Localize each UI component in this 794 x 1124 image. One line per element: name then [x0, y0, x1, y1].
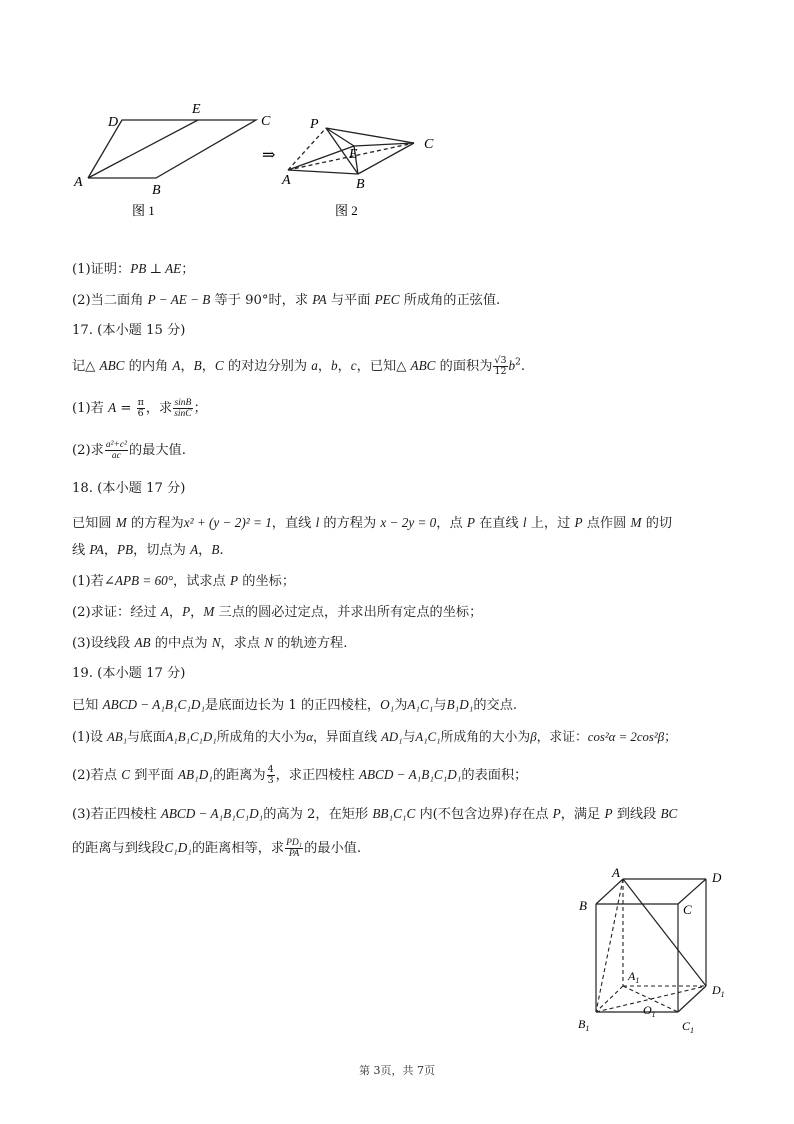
q18-part-1: [72, 571, 752, 592]
prism-label-O1-letter: O: [643, 1003, 652, 1017]
prism-label-D1: [711, 983, 725, 999]
q16-p2-math: P − AE − B: [147, 292, 211, 307]
prism-label-A1: [627, 969, 639, 985]
q17-part-1: [72, 398, 752, 419]
q18-circle-equation: x² + (y − 2)² = 1: [183, 515, 272, 530]
q18-text: 已知圆: [72, 516, 116, 531]
fraction-denominator: 12: [494, 366, 507, 377]
q19-math: C₁D₁: [164, 840, 192, 855]
fig2-label-A: A: [282, 173, 291, 188]
q19-math: α: [306, 730, 313, 744]
prism-hidden-edges: [596, 879, 706, 1012]
q19-math: A₁B₁C₁D₁: [165, 730, 217, 744]
q19-math: BB₁C₁C: [372, 806, 416, 821]
fraction-numerator: sinB: [174, 398, 192, 408]
q19-text: 的高为 2，在矩形: [263, 807, 373, 822]
q17-stem-math: a: [311, 358, 318, 373]
q18-text: 点作圆: [582, 516, 631, 531]
q19-p2-fraction: [267, 765, 275, 786]
q19-text: (3)若正四棱柱: [72, 807, 161, 822]
fraction-numerator: π: [137, 397, 144, 408]
fig1-caption: 图 1: [132, 203, 155, 218]
q19-math: ABCD − A₁B₁C₁D₁: [102, 697, 206, 712]
q19-math: P: [604, 806, 613, 821]
prism-label-A1-letter: A: [628, 969, 636, 983]
q19-text: 与: [433, 698, 447, 713]
prism-label-D: D: [712, 870, 722, 885]
q18-text: (1)若: [72, 574, 104, 589]
transform-arrow: ⇒: [262, 147, 276, 164]
prism-label-subscript: 1: [720, 990, 725, 999]
q18-text: ，: [103, 543, 117, 558]
q19-text: ，求正四棱柱: [275, 768, 359, 783]
q18-text: (2)求证：经过: [72, 605, 161, 620]
q19-heading: 19. (本小题 17 分): [72, 666, 186, 681]
q18-math: AB: [134, 635, 151, 650]
q18-text: 的轨迹方程.: [273, 636, 348, 651]
q19-math: AB₁: [107, 730, 128, 744]
prism-label-subscript: 1: [585, 1024, 590, 1033]
q19-text: ；: [664, 730, 677, 745]
q19-part-3-line-2: [72, 838, 752, 859]
prism-label-B1-letter: B: [578, 1017, 586, 1031]
q17-stem-math: c: [350, 358, 357, 373]
q19-text: 到平面: [130, 768, 178, 783]
q17-stem-math: ABC: [99, 358, 125, 373]
fraction-numerator: a²+c²: [105, 440, 127, 450]
q16-p2-math: PA: [312, 292, 327, 307]
q19-text: 的表面积；: [461, 768, 528, 783]
q19-math: β: [530, 730, 537, 744]
q17-p2-text: (2)求: [72, 443, 104, 458]
fig2-caption: 图 2: [335, 203, 358, 218]
q18-stem-line-1: [72, 513, 752, 534]
fraction-denominator: 6: [137, 408, 144, 419]
q16-p2-text: 等于 90°时，求: [210, 293, 313, 308]
q17-stem: [72, 356, 752, 377]
figure-1-2: [60, 96, 460, 226]
prism-label-B: B: [579, 898, 587, 913]
fraction-numerator: √3: [494, 355, 507, 366]
q18-math: P: [230, 573, 239, 588]
q18-text: 在直线: [474, 516, 523, 531]
q17-area-var: b: [508, 358, 516, 373]
q17-stem-text: ，: [317, 359, 331, 374]
q19-text: 与底面: [127, 730, 166, 745]
q17-stem-text: 的面积为: [435, 359, 493, 374]
prism-label-subscript: 1: [651, 1010, 656, 1019]
q18-text: 的方程为: [126, 516, 184, 531]
q17-p1-ratio: [173, 398, 192, 419]
q19-text: ，满足: [560, 807, 605, 822]
q18-part-2: [72, 602, 752, 623]
q19-text: 已知: [72, 698, 103, 713]
q17-p1-text: =: [116, 401, 136, 416]
q19-text: 的距离相等，求: [191, 841, 285, 856]
q18-math: N: [211, 635, 221, 650]
q19-text: (2)若点: [72, 768, 122, 783]
q18-math: A: [190, 542, 199, 557]
fraction-denominator: ac: [111, 451, 121, 461]
fig1-label-B: B: [152, 183, 161, 198]
q19-part-1: [72, 727, 752, 748]
q18-text: 线: [72, 543, 90, 558]
q19-math: C: [121, 767, 131, 782]
q19-math: AD₁: [381, 730, 403, 744]
q17-stem-text: 记△: [72, 359, 100, 374]
q16-p1-prefix: (1)证明：: [72, 262, 131, 277]
q18-text: 的中点为: [150, 636, 212, 651]
q16-p2-text: (2)当二面角: [72, 293, 148, 308]
q19-stem: [72, 695, 752, 716]
q17-area-exponent: 2: [515, 357, 521, 368]
q19-text: 的距离与到线段: [72, 841, 165, 856]
q18-text: 的方程为: [319, 516, 381, 531]
q18-math: M: [203, 604, 215, 619]
q18-heading: 18. (本小题 17 分): [72, 481, 186, 496]
q19-part-3-line-1: [72, 804, 752, 825]
q19-math: ABCD − A₁B₁C₁D₁: [160, 806, 264, 821]
q19-math: ABCD − A₁B₁C₁D₁: [358, 767, 462, 782]
q18-math: M: [115, 515, 127, 530]
q17-p1-text: (1)若: [72, 401, 109, 416]
q19-text: 为: [394, 698, 408, 713]
q18-math: ∠APB = 60°: [103, 573, 174, 588]
q17-area-fraction: [493, 356, 507, 377]
q17-p1-math: A: [108, 400, 117, 415]
q18-math: PA: [89, 542, 104, 557]
q18-text: ，: [190, 605, 204, 620]
q19-text: 是底面边长为 1 的正四棱柱，: [205, 698, 381, 713]
q17-p1-text: ；: [193, 401, 207, 416]
fig2-label-C: C: [424, 137, 434, 152]
q18-text: ，求点: [220, 636, 265, 651]
q19-part-2: [72, 765, 752, 786]
q19-text: 的距离为: [212, 768, 266, 783]
q16-p2-math: PEC: [374, 292, 400, 307]
q19-text: 到线段: [612, 807, 661, 822]
q16-p1-suffix: ；: [181, 262, 195, 277]
q18-part-3: [72, 633, 752, 654]
q18-text: 的坐标；: [238, 574, 296, 589]
q19-text: ，求证：: [536, 730, 588, 745]
fig2-label-B: B: [356, 177, 365, 192]
q17-stem-math: b: [331, 358, 338, 373]
fig1-label-C: C: [261, 114, 271, 129]
fig1-label-E: E: [192, 102, 201, 117]
q18-text: ，点: [436, 516, 467, 531]
q18-math: l: [315, 515, 320, 530]
prism-label-O1: [643, 1003, 656, 1019]
q18-math: N: [264, 635, 274, 650]
q19-math: AB₁D₁: [178, 767, 213, 782]
q17-stem-math: C: [214, 358, 224, 373]
q17-heading: 17. (本小题 15 分): [72, 323, 186, 338]
fig1-label-D: D: [108, 115, 119, 130]
q19-text: 所成角的大小为: [440, 730, 531, 745]
fraction-denominator: 3: [267, 775, 274, 786]
q17-stem-math: B: [193, 358, 202, 373]
q18-text: .: [219, 543, 224, 558]
q18-math: P: [466, 515, 475, 530]
q18-text: ，直线: [271, 516, 316, 531]
prism-label-B1: [578, 1017, 589, 1033]
q17-stem-text: 的内角: [124, 359, 173, 374]
q17-p1-text: ，求: [145, 401, 173, 416]
q19-math: P: [552, 806, 561, 821]
q16-part-2: [72, 290, 752, 311]
q18-math: P: [574, 515, 583, 530]
q19-math: cos²α = 2cos²β: [587, 730, 665, 744]
q19-text: 与: [402, 730, 416, 745]
q18-text: ，: [168, 605, 183, 620]
q18-text: ，切点为: [133, 543, 191, 558]
q17-stem-text: ，: [180, 359, 194, 374]
q19-p3-ratio: [285, 838, 303, 859]
q18-math: P: [182, 604, 191, 619]
q18-text: 上，过: [526, 516, 575, 531]
fraction-numerator: 4: [267, 764, 274, 775]
q19-math: BC: [660, 806, 678, 821]
q18-math: B: [211, 542, 220, 557]
q18-text: 的切: [641, 516, 673, 531]
prism-label-A: A: [612, 865, 620, 880]
q17-stem-text: 的对边分别为: [223, 359, 312, 374]
q19-text: 的交点.: [473, 698, 518, 713]
prism-label-C1: [682, 1019, 694, 1035]
prism-edges: [596, 879, 706, 1012]
fig1-label-A: A: [74, 175, 83, 190]
prism-figure: [566, 862, 746, 1042]
q17-part-2: [72, 440, 752, 461]
q18-math: A: [160, 604, 169, 619]
q17-stem-text: ，已知△: [356, 359, 411, 374]
q18-stem-line-2: [72, 540, 752, 561]
q18-math: PB: [117, 542, 134, 557]
q19-text: 内(不包含边界)存在点: [415, 807, 553, 822]
q17-stem-text: .: [520, 359, 526, 374]
q19-text: (1)设: [72, 730, 107, 745]
q19-math: A₁C₁: [415, 730, 441, 744]
q17-stem-text: ，: [201, 359, 215, 374]
q18-text: ，试求点: [173, 574, 230, 589]
prism-label-D1-letter: D: [712, 983, 721, 997]
q19-text: ，异面直线: [313, 730, 382, 745]
q17-p2-text: 的最大值.: [128, 443, 186, 458]
q18-line-equation: x − 2y = 0: [380, 515, 437, 530]
q17-stem-math: ABC: [410, 358, 436, 373]
q16-part-1: [72, 259, 752, 280]
q18-text: (3)设线段: [72, 636, 135, 651]
q17-p2-fraction: [105, 440, 128, 461]
prism-label-C1-letter: C: [682, 1019, 691, 1033]
q19-text: 所成角的大小为: [216, 730, 307, 745]
q18-text: ，: [198, 543, 212, 558]
q18-math: l: [522, 515, 527, 530]
q18-text: 三点的圆必过定点，并求出所有定点的坐标；: [214, 605, 483, 620]
page-footer: 第 3页，共 7页: [359, 1064, 435, 1077]
fig2-label-P: P: [310, 117, 319, 132]
prism-label-subscript: 1: [635, 976, 640, 985]
fraction-denominator: sinC: [174, 409, 192, 419]
q19-math: A₁C₁: [407, 697, 434, 712]
q16-p1-math: PB ⊥ AE: [130, 261, 182, 276]
q17-stem-text: ，: [337, 359, 351, 374]
q19-math: O₁: [380, 697, 395, 712]
q19-text: 的最小值.: [304, 841, 362, 856]
q17-p1-fraction: [137, 398, 145, 419]
q16-p2-text: 与平面: [326, 293, 375, 308]
fig2-label-E: E: [349, 147, 358, 162]
q16-p2-text: 所成角的正弦值.: [399, 293, 501, 308]
q19-math: B₁D₁: [446, 697, 474, 712]
fraction-denominator: PA: [288, 849, 300, 859]
fraction-numerator: PD₁: [286, 838, 303, 848]
prism-label-C: C: [683, 902, 692, 917]
q18-math: M: [630, 515, 642, 530]
prism-label-subscript: 1: [690, 1026, 695, 1035]
q17-stem-math: A: [172, 358, 181, 373]
